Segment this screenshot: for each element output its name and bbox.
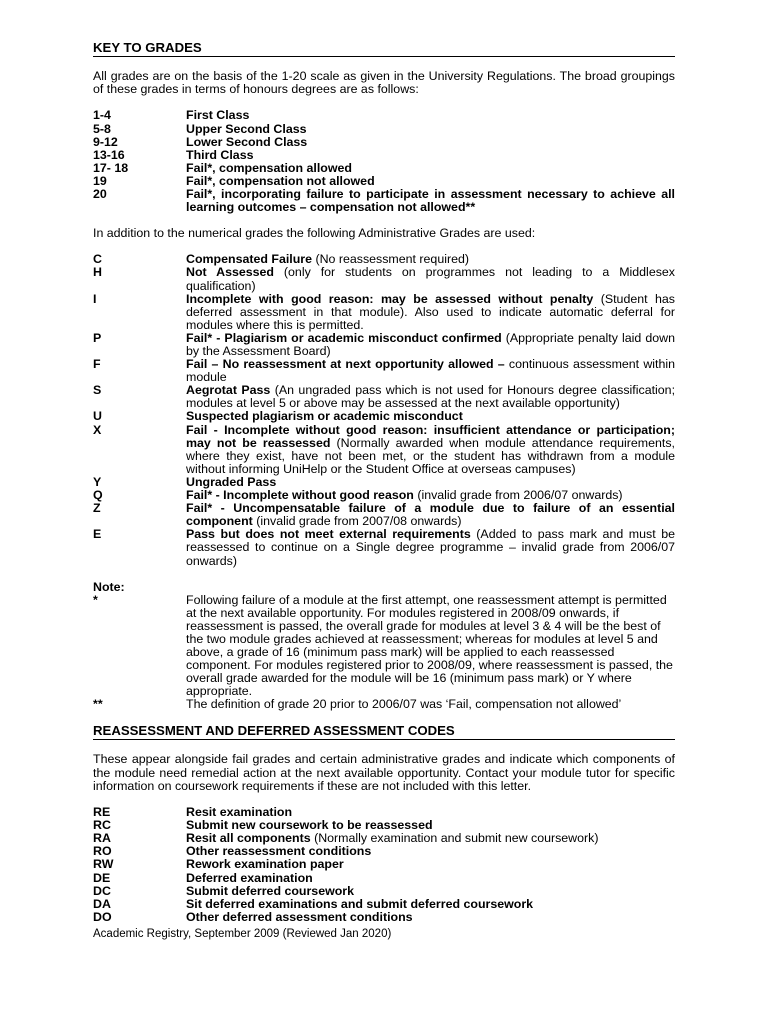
grade-code: 19: [93, 173, 107, 188]
note-marker: **: [93, 697, 103, 712]
reassessment-title: Deferred examination: [186, 870, 313, 885]
grade-code: 1-4: [93, 108, 111, 123]
document-page: [93, 40, 675, 924]
admin-grade-desc: [186, 266, 675, 292]
admin-grade-row: [93, 332, 675, 358]
grade-label: First Class: [186, 108, 250, 123]
reassessment-title: Other deferred assessment conditions: [186, 909, 413, 924]
admin-grade-code: I: [93, 291, 97, 306]
grade-row: [93, 123, 675, 136]
note-marker: *: [93, 592, 98, 607]
grade-row: [93, 149, 675, 162]
admin-grade-title: Fail - Incomplete without good reason: insufficient attendance or participation; may not be reassessed: [186, 422, 675, 450]
admin-grade-text: (only for students on programmes not leading to a Middlesex qualification): [186, 265, 675, 293]
grade-label: Lower Second Class: [186, 134, 308, 149]
grade-row: [93, 188, 675, 214]
admin-grade-desc: [186, 332, 675, 358]
reassessment-code: RA: [93, 831, 111, 846]
admin-grade-row: [93, 424, 675, 476]
reassessment-code: DA: [93, 896, 111, 911]
admin-grade-code: Q: [93, 488, 103, 503]
reassessment-code: RE: [93, 805, 111, 820]
page-footer: Academic Registry, September 2009 (Reviewed Jan 2020): [93, 928, 392, 940]
notes-section: [93, 581, 675, 712]
admin-grade-title: Suspected plagiarism or academic misconduct: [186, 409, 463, 424]
admin-grade-text: (No reassessment required): [312, 252, 470, 267]
admin-grade-title: Pass but does not meet external requirements: [186, 527, 471, 542]
admin-grade-title: Fail* - Incomplete without good reason: [186, 488, 414, 503]
grade-row: [93, 162, 675, 175]
key-to-grades-heading: KEY TO GRADES: [93, 40, 675, 57]
admin-grade-code: H: [93, 265, 102, 280]
reassessment-intro: These appear alongside fail grades and certain administrative grades and indicate which components of the module need remedial action at the next available opportunity. Contact your module tutor for specific information on coursework requirements if these are not included with this letter.: [93, 752, 675, 793]
admin-grade-title: Compensated Failure: [186, 252, 312, 267]
admin-grade-desc: [186, 502, 675, 528]
grade-code: 17- 18: [93, 160, 129, 175]
admin-grade-text: (An ungraded pass which is not used for Honours degree classification; modules at level 5 or above may be assessed at the next available opportunity): [186, 383, 676, 411]
reassessment-heading: REASSESSMENT AND DEFERRED ASSESSMENT CODES: [93, 723, 675, 740]
admin-grade-text: (invalid grade from 2006/07 onwards): [413, 488, 623, 503]
admin-grade-title: Fail* - Uncompensatable failure of a module due to failure of an essential component: [186, 501, 675, 529]
admin-grade-text: (Normally awarded when module attendance requirements, where they exist, have not been met, or the student has withdrawn from a module without informing UniHelp or the Student Office at overseas campuses): [186, 435, 675, 476]
grades-intro: All grades are on the basis of the 1-20 scale as given in the University Regulations. The broad groupings of these grades in terms of honours degrees are as follows:: [93, 69, 675, 97]
grade-label: Fail*, compensation not allowed: [186, 173, 375, 188]
note-text: Following failure of a module at the first attempt, one reassessment attempt is permitted at the next available opportunity. For modules registered in 2008/09 onwards, if reassessment is passed, the overall grade for modules at level 3 & 4 will be the best of the two module grades achieved at reassessment; whereas for modules at level 5 and above, a grade of 16 (minimum pass mark) will be applied to each reassessed component. For modules registered prior to 2008/09, where reassessment is passed, the overall grade awarded for the module will be 16 (minimum pass mark) or Y where appropriate.: [186, 592, 673, 699]
reassessment-code-row: [93, 858, 675, 871]
grade-label: Fail*, compensation allowed: [186, 160, 352, 175]
admin-grade-code: P: [93, 330, 102, 345]
note-row: [93, 698, 675, 711]
grade-code: 5-8: [93, 121, 111, 136]
note-label: Note:: [93, 579, 125, 594]
admin-grade-code: F: [93, 357, 101, 372]
reassessment-code-row: [93, 832, 675, 845]
reassessment-code: RC: [93, 818, 111, 833]
admin-grade-title: Aegrotat Pass: [186, 383, 271, 398]
admin-grade-row: [93, 528, 675, 567]
reassessment-code-row: [93, 845, 675, 858]
grades-list: [93, 109, 675, 214]
reassessment-code: RO: [93, 844, 112, 859]
admin-grade-row: [93, 266, 675, 292]
admin-grades-intro: In addition to the numerical grades the following Administrative Grades are used:: [93, 226, 536, 241]
reassessment-desc: [186, 911, 675, 924]
reassessment-title: Sit deferred examinations and submit deferred coursework: [186, 896, 534, 911]
admin-grade-title: Fail – No reassessment at next opportunity allowed –: [186, 357, 505, 372]
reassessment-title: Rework examination paper: [186, 857, 344, 872]
reassessment-title: Other reassessment conditions: [186, 844, 372, 859]
admin-grade-title: Incomplete with good reason: may be assessed without penalty: [186, 291, 594, 306]
grade-code: 20: [93, 186, 107, 201]
reassessment-title: Submit new coursework to be reassessed: [186, 818, 433, 833]
reassessment-code-row: [93, 872, 675, 885]
reassessment-code: RW: [93, 857, 114, 872]
admin-grade-desc: [186, 424, 675, 476]
grade-label: Upper Second Class: [186, 121, 307, 136]
reassessment-codes-list: [93, 806, 675, 924]
reassessment-title: Submit deferred coursework: [186, 883, 355, 898]
admin-grade-code: E: [93, 527, 102, 542]
admin-grade-code: U: [93, 409, 102, 424]
admin-grade-text: continuous assessment within module: [186, 357, 675, 385]
admin-grade-title: Ungraded Pass: [186, 474, 277, 489]
reassessment-title: Resit all components: [186, 831, 311, 846]
reassessment-text: (Normally examination and submit new coursework): [310, 831, 599, 846]
note-row: [93, 594, 675, 699]
grade-label: Fail*, incorporating failure to participate in assessment necessary to achieve all learning outcomes – compensation not allowed**: [186, 186, 675, 215]
admin-grade-desc: [186, 358, 675, 384]
reassessment-code: DE: [93, 870, 111, 885]
admin-grade-code: S: [93, 383, 102, 398]
admin-grade-row: [93, 293, 675, 332]
admin-grade-code: X: [93, 422, 102, 437]
admin-grade-row: [93, 384, 675, 410]
admin-grade-code: Z: [93, 501, 101, 516]
admin-grade-desc: [186, 293, 675, 332]
admin-grades-list: [93, 253, 675, 567]
admin-grade-row: [93, 358, 675, 384]
admin-grade-text: (invalid grade from 2007/08 onwards): [252, 514, 462, 529]
grade-code: 9-12: [93, 134, 118, 149]
reassessment-title: Resit examination: [186, 805, 293, 820]
grade-row: [93, 175, 675, 188]
grade-label: Third Class: [186, 147, 254, 162]
admin-grade-text: (Student has deferred assessment in that module). Also used to indicate automatic deferral for modules where this is permitted.: [186, 291, 675, 332]
reassessment-code: DO: [93, 909, 112, 924]
admin-grade-text: (Added to pass mark and must be reassessed to continue on a Single degree programme – invalid grade from 2006/07 onwards): [186, 527, 675, 568]
reassessment-code: DC: [93, 883, 111, 898]
grade-row: [93, 136, 675, 149]
grade-row: [93, 109, 675, 122]
admin-grade-title: Not Assessed: [186, 265, 274, 280]
admin-grade-text: (Appropriate penalty laid down by the Assessment Board): [186, 330, 675, 359]
note-text: The definition of grade 20 prior to 2006/07 was ‘Fail, compensation not allowed’: [186, 697, 622, 712]
admin-grade-row: [93, 502, 675, 528]
admin-grade-desc: [186, 384, 675, 410]
admin-grade-desc: [186, 528, 675, 567]
admin-grade-code: Y: [93, 474, 102, 489]
grade-code: 13-16: [93, 147, 125, 162]
admin-grade-title: Fail* - Plagiarism or academic misconduct confirmed: [186, 330, 502, 345]
reassessment-code-row: [93, 911, 675, 924]
admin-grade-code: C: [93, 252, 102, 267]
